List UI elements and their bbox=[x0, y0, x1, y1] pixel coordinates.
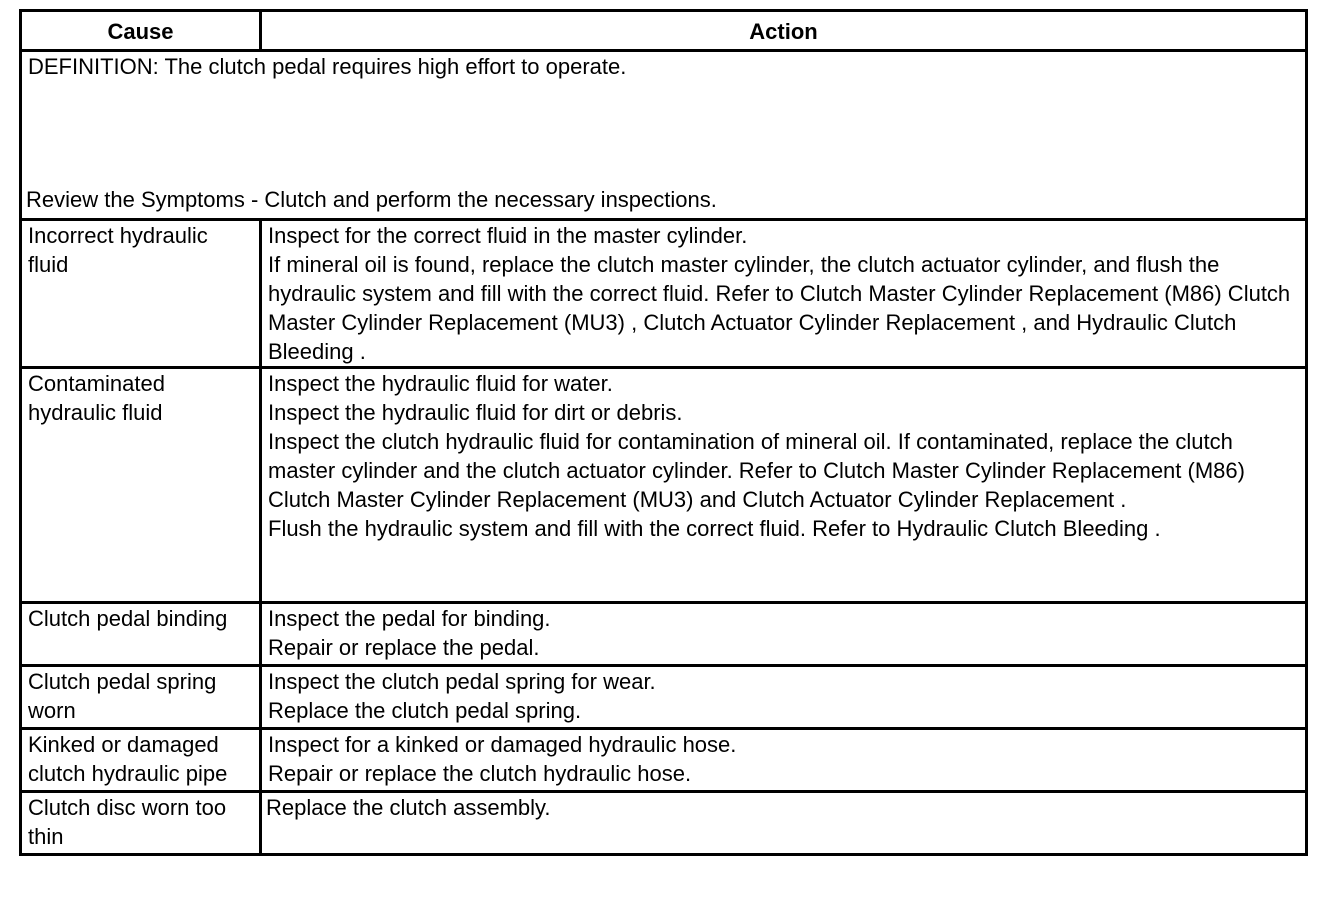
action-cell bbox=[261, 368, 1307, 603]
review-text: Review the Symptoms - Clutch and perform the necessary inspections. bbox=[26, 187, 717, 212]
action-line: Flush the hydraulic system and fill with the correct fluid. Refer to Hydraulic Clutch Bleeding . bbox=[268, 516, 1161, 541]
cause-cell: Clutch disc worn too thin bbox=[21, 792, 261, 855]
action-cell bbox=[261, 220, 1307, 368]
cause-cell: Kinked or damaged clutch hydraulic pipe bbox=[21, 729, 261, 792]
action-line: Inspect the clutch pedal spring for wear. bbox=[268, 669, 656, 694]
table-row bbox=[21, 368, 1307, 603]
action-line: Inspect the pedal for binding. bbox=[268, 606, 551, 631]
action-line: Inspect the clutch hydraulic fluid for contamination of mineral oil. If contaminated, replace the clutch master cylinder and the clutch actuator cylinder. Refer to Clutch Master Cylinder Replacement (M86) Clutch Master Cylinder Replacement (MU3) and Clutch Actuator Cylinder Replacement . bbox=[268, 429, 1245, 512]
cause-cell: Clutch pedal binding bbox=[21, 603, 261, 666]
action-line: If mineral oil is found, replace the clutch master cylinder, the clutch actuator cylinder, and flush the hydraulic system and fill with the correct fluid. Refer to Clutch Master Cylinder Replacement (M86) Clutch Master Cylinder Replacement (MU3) , Clutch Actuator Cylinder Replacement , and Hydraulic Clutch Bleeding . bbox=[268, 252, 1291, 364]
action-line: Repair or replace the clutch hydraulic hose. bbox=[268, 761, 692, 786]
cause-cell: Clutch pedal spring worn bbox=[21, 666, 261, 729]
action-line: Inspect for a kinked or damaged hydraulic hose. bbox=[268, 732, 737, 757]
action-line: Repair or replace the pedal. bbox=[268, 635, 540, 660]
table-row bbox=[21, 220, 1307, 368]
action-cell bbox=[261, 729, 1307, 792]
header-row bbox=[21, 11, 1307, 51]
cause-cell: Contaminated hydraulic fluid bbox=[21, 368, 261, 603]
definition-text: DEFINITION: The clutch pedal requires high effort to operate. bbox=[28, 54, 627, 79]
definition-cell bbox=[21, 51, 1307, 220]
action-cell bbox=[261, 792, 1307, 855]
diagnostic-table bbox=[19, 9, 1308, 856]
definition-row bbox=[21, 51, 1307, 220]
table-row bbox=[21, 792, 1307, 855]
action-line: Replace the clutch pedal spring. bbox=[268, 698, 582, 723]
table-row bbox=[21, 603, 1307, 666]
action-line: Inspect for the correct fluid in the master cylinder. bbox=[268, 223, 748, 248]
table-row bbox=[21, 729, 1307, 792]
table-row bbox=[21, 666, 1307, 729]
cause-cell: Incorrect hydraulic fluid bbox=[21, 220, 261, 368]
action-line: Inspect the hydraulic fluid for dirt or debris. bbox=[268, 400, 683, 425]
action-line: Replace the clutch assembly. bbox=[266, 795, 551, 820]
header-cause: Cause bbox=[21, 11, 261, 51]
action-line: Inspect the hydraulic fluid for water. bbox=[268, 371, 613, 396]
action-cell bbox=[261, 603, 1307, 666]
action-cell bbox=[261, 666, 1307, 729]
header-action: Action bbox=[261, 11, 1307, 51]
